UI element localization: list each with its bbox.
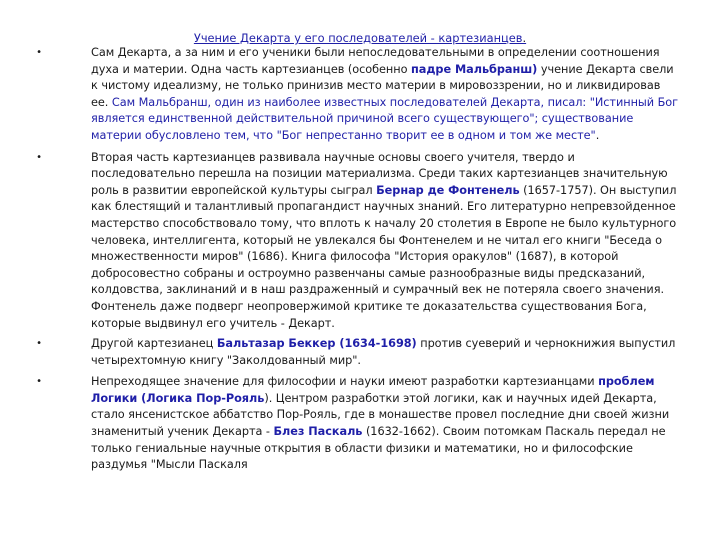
highlight-malebranche: падре Мальбранш) bbox=[411, 62, 538, 76]
slide-title[interactable] bbox=[0, 30, 720, 46]
bullet-text: ). Центром разработки этой логики, как и научных идей Декарта, стало янсенистское аббатство Пор-Рояль, где в монашестве провел последние дни своей жизни знаменитый ученик Декарта - bbox=[91, 391, 670, 439]
bullet-marker: • bbox=[36, 338, 42, 350]
bullet-marker: • bbox=[36, 376, 42, 388]
bullet-text: Сам Декарта, а за ним и его ученики были непоследовательными в определении соотношения духа и материи. Одна часть картезианцев (особенно bbox=[91, 46, 660, 76]
bullet-text: против суеверий и чернокнижия выпустил четырехтомную книгу "Заколдованный мир". bbox=[91, 337, 676, 367]
bullet-item-malebranche bbox=[0, 45, 679, 145]
slide-title-period: . bbox=[522, 31, 527, 45]
bullet-text: учение Декарта свели к чистому идеализму, не только принизив место материи в мировоззрении, но и ликвидировав ее. bbox=[91, 62, 674, 109]
malebranche-quote: Сам Мальбранш, один из наиболее известных последователей Декарта, писал: "Истинный Бог является единственной действительной причиной всего существующего"; существование материи обусловлено тем, что "Бог непрестанно творит ее в одном и том же месте" bbox=[91, 95, 679, 142]
highlight-pascal: Блез Паскаль bbox=[273, 425, 363, 439]
highlight-port-royal-logic: проблем Логики (Логика Пор-Рояль bbox=[91, 375, 655, 405]
highlight-bekker: Бальтазар Беккер (1634-1698) bbox=[216, 337, 417, 351]
bullet-text: (1632-1662). Своим потомкам Паскаль передал не только гениальные научные открытия в области физики и математики, но и философские раздумья "Мысли Паскаля bbox=[91, 425, 666, 472]
bullet-list bbox=[0, 45, 720, 474]
highlight-fontenelle: Бернар де Фонтенель bbox=[376, 183, 520, 197]
bullet-text: Вторая часть картезианцев развивала научные основы своего учителя, твердо и последовательно перешла на позиции материализма. Среди таких картезианцев значительную роль в развитии европейской культуры сыграл bbox=[91, 150, 668, 197]
slide-title-link[interactable]: Учение Декарта у его последователей - картезианцев bbox=[193, 31, 523, 45]
bullet-item-fontenelle bbox=[0, 150, 679, 333]
bullet-text: (1657-1757). Он выступил как блестящий и талантливый пропагандист научных знаний. Его литературно непревзойденное мастерство способствовало тому, что вплоть к началу 20 столетия в Европе не было культурного человека, интеллигента, который не увлекался бы Фонтенелем и не читал его книги "Беседа о множественности миров" (1686). Книга философа "История оракулов" (1687), в которой добросовестно собраны и остроумно развенчаны самые разнообразные виды предсказаний, колдовства, заклинаний и в наш раздраженный и сумрачный век не потеряла своего значения. Фонтенель даже подверг неопровержимой критике те доказательства существования Бога, которые выдвинул его учитель - Декарт. bbox=[91, 183, 677, 330]
bullet-item-port-royal bbox=[0, 374, 679, 474]
bullet-text: Непреходящее значение для философии и науки имеют разработки картезианцами bbox=[91, 375, 599, 389]
bullet-item-bekker bbox=[0, 336, 679, 369]
bullet-marker: • bbox=[36, 47, 42, 58]
bullet-marker: • bbox=[36, 151, 42, 163]
bullet-text: Другой картезианец bbox=[91, 337, 217, 351]
bullet-text: . bbox=[595, 128, 600, 142]
